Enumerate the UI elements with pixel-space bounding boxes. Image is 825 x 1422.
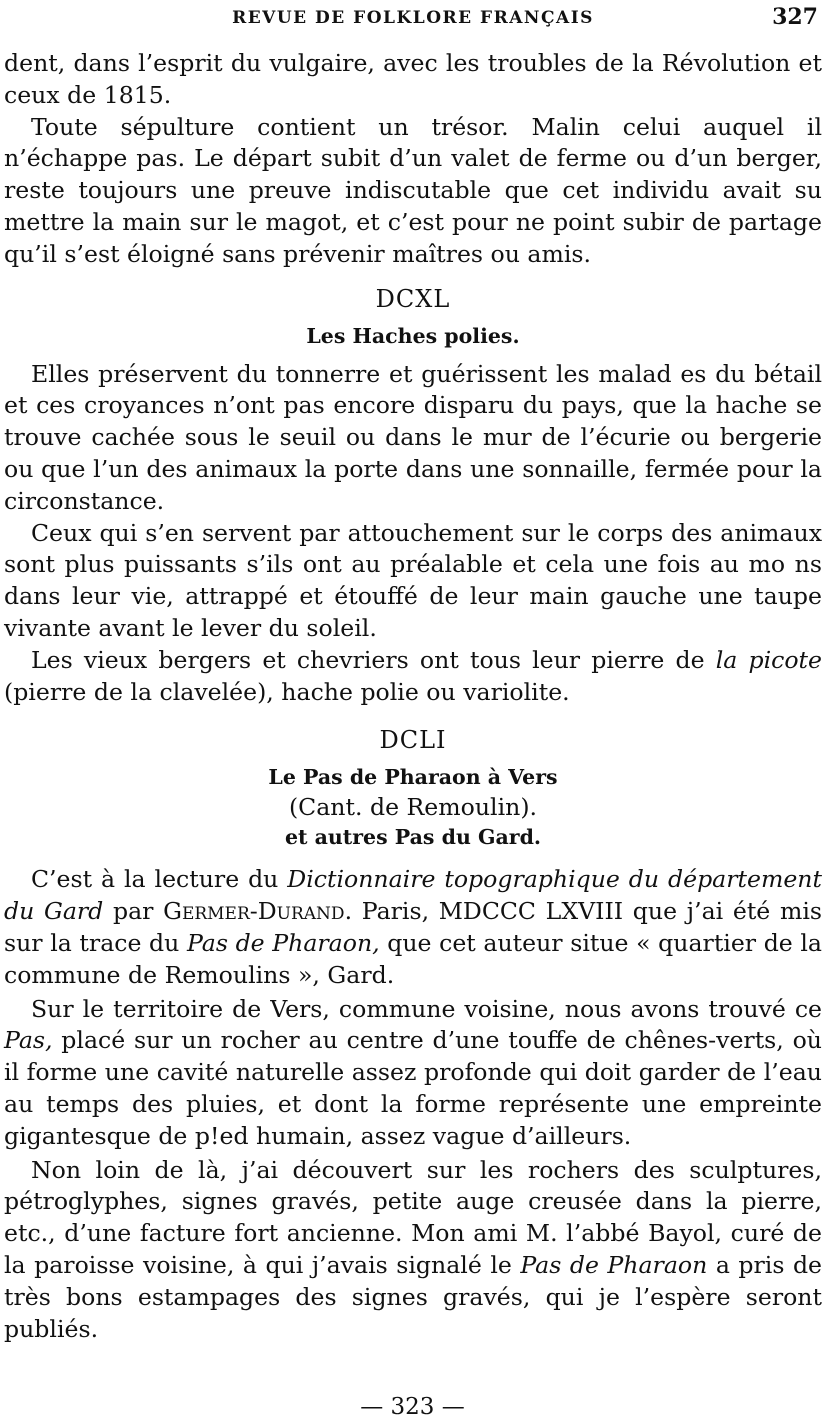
pharaon-paragraph-3: [4, 1155, 822, 1346]
author-name: Germer-Durand: [163, 897, 345, 926]
text-run: Non loin de là, j’ai découvert sur les rochers des sculptures, pétroglyphes, signes gravés, petite auge creusée dans la pierre, etc., d’une facture fort ancienne. Mon ami M. l’abbé Bayol, curé de la paroisse voisine, à qui j’avais signalé le: [4, 1155, 822, 1279]
haches-paragraph-2: Ceux qui s’en servent par attouchement sur le corps des animaux sont plus puissants s’ils ont au préalable et cela une fois au mo ns dans leur vie, attrappé et étouffé de leur main gauche une taupe vivante avant le lever du soleil.: [4, 518, 822, 642]
text-run: que cet auteur situe « quartier de la commune de Remoulins », Gard.: [4, 928, 822, 989]
pharaon-paragraph-2: [4, 994, 822, 1153]
haches-paragraph-3: [4, 645, 822, 709]
italic-term: la picote: [715, 645, 822, 674]
italic-term: Pas de Pharaon: [520, 1250, 708, 1279]
haches-paragraph-1: Elles préservent du tonnerre et guérissent les malad es du bétail et ces croyances n’ont pas encore disparu du pays, que la hache se trouve cachée sous le seuil ou dans le mur de l’écurie ou bergerie ou que l’un des animaux la porte dans une sonnaille, fermée pour la circonstance.: [4, 359, 822, 515]
text-run: . Paris, MDCCC LXVIII que j’ai été mis sur la trace du: [4, 897, 822, 957]
section-subtitle-canton: (Cant. de Remoulin).: [288, 793, 538, 822]
intro-paragraph-1: dent, dans l’esprit du vulgaire, avec les troubles de la Révolution et ceux de 1815.: [4, 49, 822, 109]
page: [4, 0, 822, 1345]
page-header: [4, 0, 822, 38]
section-title-autres-pas: et autres Pas du Gard.: [284, 825, 542, 850]
page-number: — 323 —: [360, 1394, 465, 1420]
text-run: C’est à la lecture du: [31, 865, 288, 894]
text-run: Sur le territoire de Vers, commune voisine, nous avons trouvé ce: [31, 994, 822, 1023]
italic-term: Pas de Pharaon,: [186, 928, 380, 957]
section-number-dcli: DCLI: [379, 726, 447, 755]
section-title-haches: Les Haches polies.: [306, 323, 520, 348]
text-run: placé sur un rocher au centre d’une touffe de chênes-verts, où il forme une cavité naturelle assez profonde qui doit garder de l’eau au temps des pluies, et dont la forme représente une empreinte gigantesque de p!ed humain, assez vague d’ailleurs.: [4, 1026, 822, 1150]
folio-number: 327: [772, 4, 818, 30]
text-run: (pierre de la clavelée), hache polie ou variolite.: [4, 677, 570, 706]
section-number-dcxl: DCXL: [375, 284, 451, 313]
text-run: a pris de très bons estampages des signes gravés, qui je l’espère seront publiés.: [4, 1250, 823, 1343]
pharaon-paragraph-1: [4, 864, 822, 991]
italic-term: Pas,: [4, 1026, 53, 1055]
italic-title: Dictionnaire topographique du département du Gard: [4, 865, 822, 926]
section-title-pas-de-pharaon: Le Pas de Pharaon à Vers: [268, 765, 558, 790]
text-run: Les vieux bergers et chevriers ont tous leur pierre de: [31, 645, 716, 674]
running-head: REVUE DE FOLKLORE FRANÇAIS: [232, 8, 594, 28]
intro-paragraph-2: Toute sépulture contient un trésor. Malin celui auquel il n’échappe pas. Le départ subit d’un valet de ferme ou d’un berger, reste toujours une preuve indiscutable que cet individu avait su mettre la main sur le magot, et c’est pour ne point subir de partage qu’il s’est éloigné sans prévenir maîtres ou amis.: [4, 112, 822, 268]
text-run: par: [103, 897, 164, 926]
